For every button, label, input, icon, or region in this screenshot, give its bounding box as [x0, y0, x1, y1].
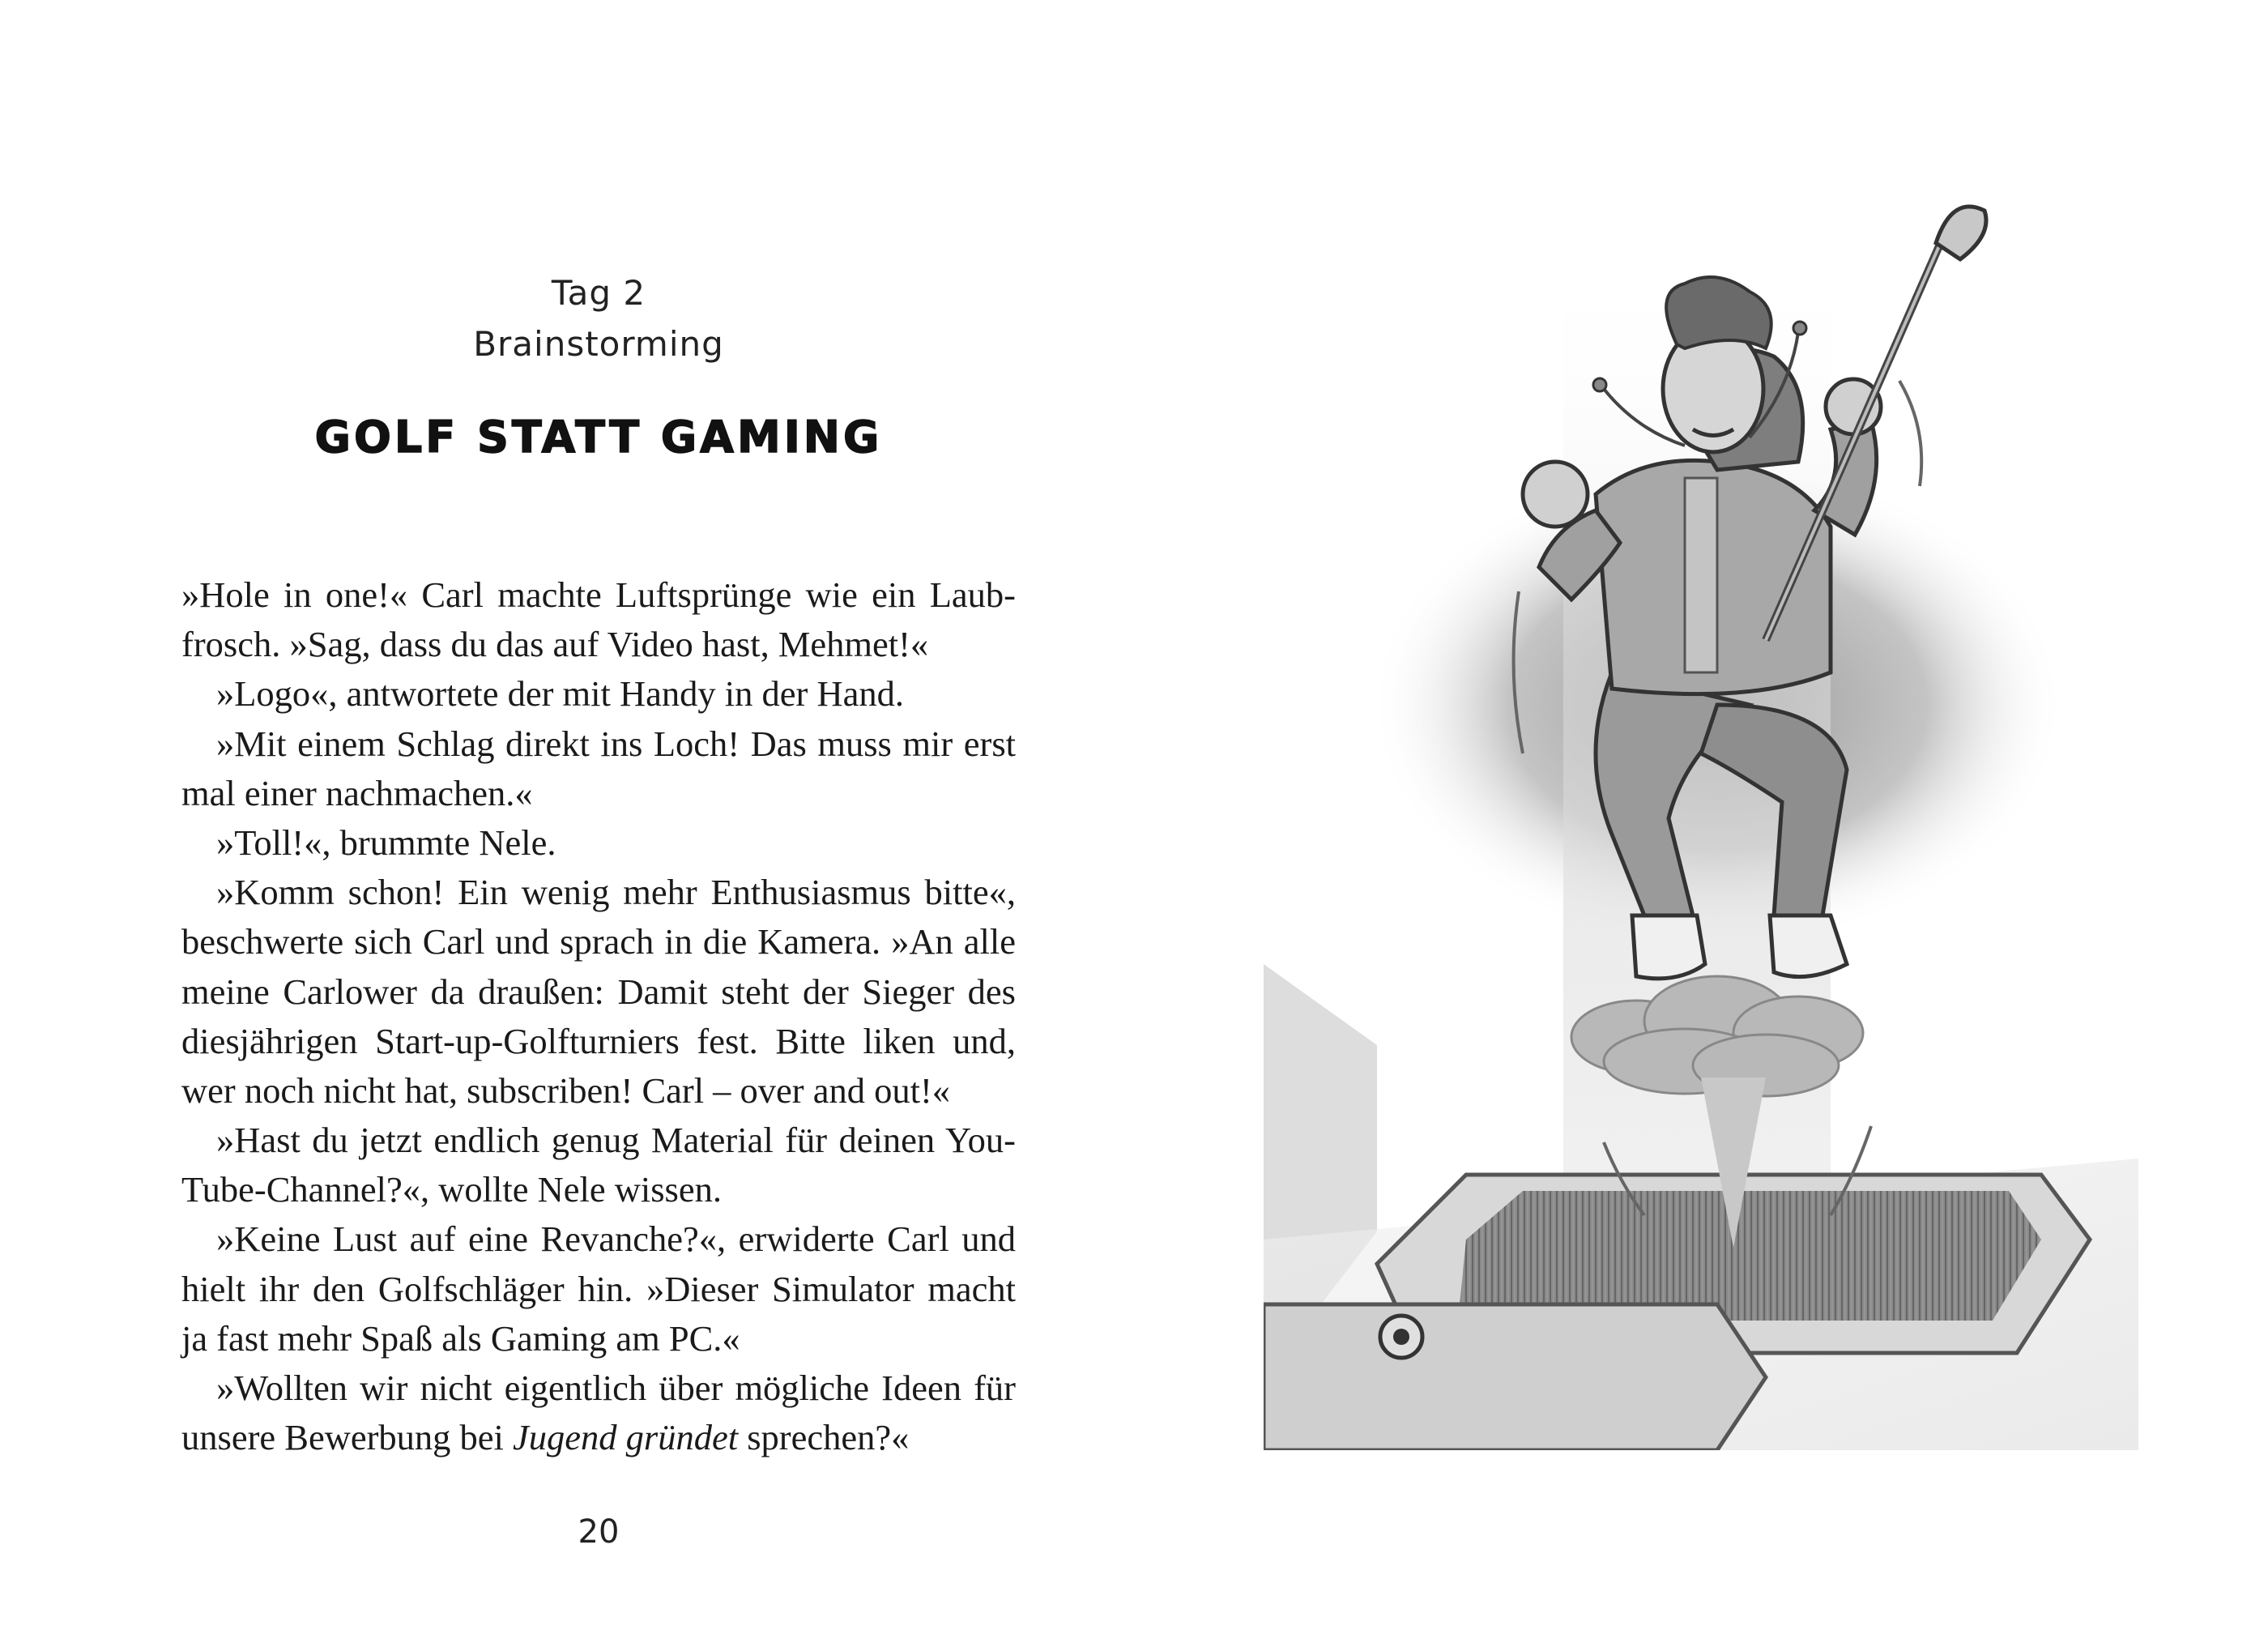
control-panel	[1264, 1304, 1766, 1450]
emphasized-title: Jugend gründet	[513, 1417, 739, 1458]
chapter-title: GOLF STATT GAMING	[314, 412, 883, 463]
text-line: frosch. »Sag, dass du das auf Video hast, Mehmet!«	[181, 624, 929, 665]
text-line: diesjährigen Start-up-Golfturniers fest. Bitte liken und,	[181, 1020, 1016, 1061]
body-text	[181, 570, 1016, 1462]
golf-illustration	[1264, 186, 2138, 1450]
right-page	[1134, 0, 2268, 1643]
text-line: mal einer nachmachen.«	[181, 772, 533, 813]
text-line: »Komm schon! Ein wenig mehr Enthusiasmus bitte«,	[216, 872, 1016, 913]
text-segment: sprechen?«	[738, 1417, 910, 1458]
text-segment: unsere Bewerbung bei	[181, 1417, 514, 1458]
text-line: Tube-Channel?«, wollte Nele wissen.	[181, 1169, 722, 1210]
text-line	[181, 1413, 1016, 1462]
text-line: »Keine Lust auf eine Revanche?«, erwiderte Carl und	[216, 1218, 1016, 1260]
grass-area	[1458, 1191, 2041, 1321]
page-number: 20	[578, 1513, 620, 1551]
chapter-subtitle: Brainstorming	[473, 324, 724, 364]
text-line: »Hole in one!« Carl machte Luftsprünge wie ein Laub-	[181, 574, 1016, 615]
panel-button-center	[1393, 1329, 1409, 1345]
text-line: »Mit einem Schlag direkt ins Loch! Das muss mir erst	[216, 723, 1016, 764]
text-line: beschwerte sich Carl und sprach in die Kamera. »An alle	[181, 921, 1016, 962]
chapter-number: Tag 2	[551, 273, 646, 313]
text-line: hielt ihr den Golfschläger hin. »Dieser Simulator macht	[181, 1268, 1016, 1309]
text-line: wer noch nicht hat, subscriben! Carl – over and out!«	[181, 1069, 951, 1111]
text-line: »Wollten wir nicht eigentlich über mögliche Ideen für	[216, 1368, 1016, 1408]
text-line: ja fast mehr Spaß als Gaming am PC.«	[181, 1317, 740, 1359]
text-line: »Toll!«, brummte Nele.	[216, 822, 556, 863]
text-line: meine Carlower da draußen: Damit steht der Sieger des	[181, 971, 1016, 1012]
text-line: »Hast du jetzt endlich genug Material für deinen You-	[216, 1120, 1016, 1161]
text-line: »Logo«, antwortete der mit Handy in der Hand.	[216, 673, 904, 715]
